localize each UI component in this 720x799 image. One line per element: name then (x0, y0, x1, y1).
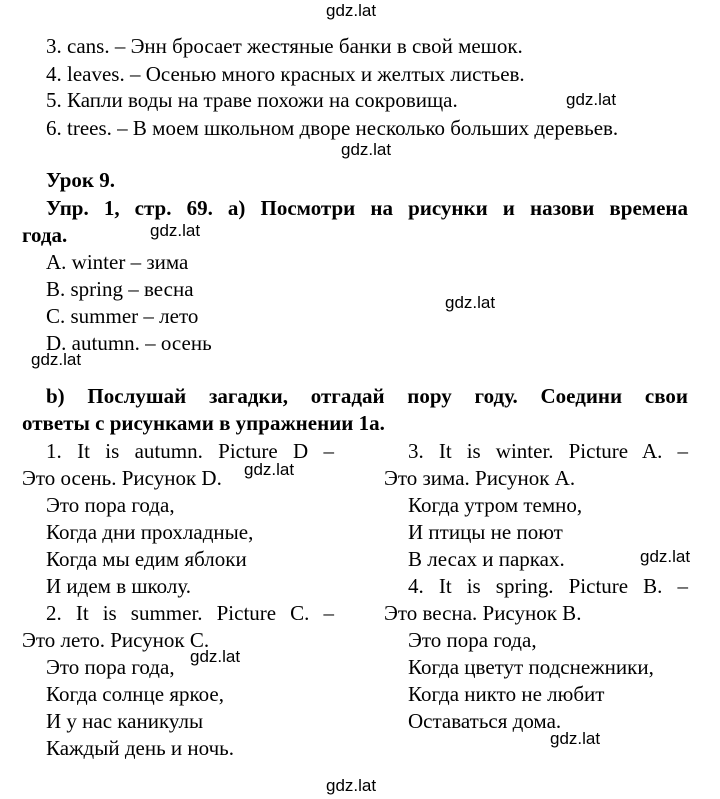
answer-line: 4. leaves. – Осенью много красных и желтых листьев. (46, 62, 525, 86)
riddle-line: Оставаться дома. (408, 709, 562, 733)
riddle-line: 2. It is summer. Picture C. – (46, 601, 334, 625)
watermark: gdz.lat (640, 547, 691, 566)
riddle-line: Когда утром темно, (408, 493, 583, 517)
watermark: gdz.lat (550, 729, 601, 748)
riddle-line: Это весна. Рисунок B. (384, 601, 582, 625)
riddle-line: Это зима. Рисунок A. (384, 466, 576, 490)
list-item: C. summer – лето (46, 304, 199, 328)
exercise-heading: b) Послушай загадки, отгадай пору году. Соедини свои (46, 384, 688, 408)
watermark: gdz.lat (244, 460, 295, 479)
answer-line: 6. trees. – В моем школьном дворе несколько больших деревьев. (46, 116, 619, 140)
answer-line: 5. Капли воды на траве похожи на сокровища. (46, 88, 458, 112)
exercise-heading: года. (22, 223, 68, 247)
riddle-line: Это пора года, (46, 655, 175, 679)
riddle-line: И у нас каникулы (46, 709, 204, 733)
riddle-line: Это осень. Рисунок D. (22, 466, 222, 490)
watermark: gdz.lat (326, 1, 377, 20)
list-item: D. autumn. – осень (46, 331, 212, 355)
riddle-line: Когда мы едим яблоки (46, 547, 247, 571)
riddle-line: Это пора года, (46, 493, 175, 517)
riddle-line: И идем в школу. (46, 574, 192, 598)
riddle-line: Когда дни прохладные, (46, 520, 254, 544)
watermark: gdz.lat (190, 647, 241, 666)
riddle-line: Когда солнце яркое, (46, 682, 224, 706)
watermark: gdz.lat (445, 293, 496, 312)
riddle-line: Это лето. Рисунок C. (22, 628, 210, 652)
exercise-heading: ответы с рисунками в упражнении 1a. (22, 411, 385, 435)
watermark: gdz.lat (566, 90, 617, 109)
riddle-line: Когда никто не любит (408, 682, 605, 706)
riddle-line: 1. It is autumn. Picture D – (46, 439, 334, 463)
riddle-line: 3. It is winter. Picture A. – (408, 439, 688, 463)
lesson-title: Урок 9. (46, 168, 115, 192)
watermark: gdz.lat (326, 776, 377, 795)
list-item: A. winter – зима (46, 250, 189, 274)
riddle-line: И птицы не поют (408, 520, 563, 544)
answer-line: 3. cans. – Энн бросает жестяные банки в свой мешок. (46, 34, 523, 58)
riddle-line: Когда цветут подснежники, (408, 655, 654, 679)
watermark: gdz.lat (341, 140, 392, 159)
watermark: gdz.lat (31, 350, 82, 369)
riddle-line: Каждый день и ночь. (46, 736, 234, 760)
riddle-line: Это пора года, (408, 628, 537, 652)
riddle-line: В лесах и парках. (408, 547, 565, 571)
riddle-line: 4. It is spring. Picture B. – (408, 574, 688, 598)
list-item: B. spring – весна (46, 277, 194, 301)
watermark: gdz.lat (150, 221, 201, 240)
exercise-heading: Упр. 1, стр. 69. a) Посмотри на рисунки и назови времена (46, 196, 688, 220)
